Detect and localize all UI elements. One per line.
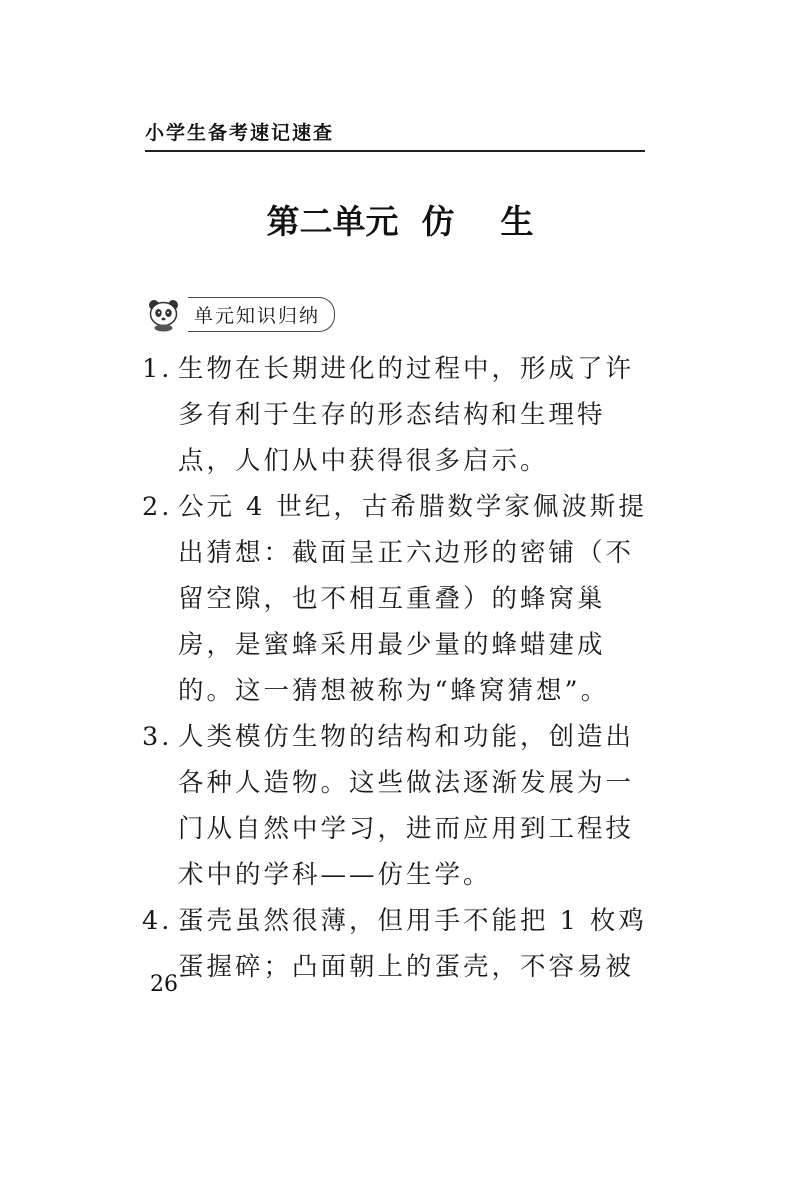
list-item-number: 2. (142, 492, 173, 522)
list-item-text: 人类模仿生物的结构和功能，创造出各种人造物。这些做法逐渐发展为一门从自然中学习，进而应用到工程技术中的学科——仿生学。 (178, 722, 635, 890)
running-head: 小学生备考速记速查 (145, 122, 335, 144)
panda-mascot-icon (146, 296, 184, 332)
header-rule (145, 150, 645, 152)
page-number: 26 (150, 972, 178, 997)
knowledge-list (142, 346, 650, 990)
list-item-text: 蛋壳虽然很薄，但用手不能把 1 枚鸡蛋握碎；凸面朝上的蛋壳，不容易被 (178, 906, 647, 982)
list-item-text: 公元 4 世纪，古希腊数学家佩波斯提出猜想：截面呈正六边形的密铺（不留空隙，也不相互重叠）的蜂窝巢房，是蜜蜂采用最少量的蜂蜡建成的。这一猜想被称为“蜂窝猜想”。 (178, 492, 647, 706)
chapter-title: 第二单元 仿 生 (266, 202, 534, 241)
list-item-text: 生物在长期进化的过程中，形成了许多有利于生存的形态结构和生理特点，人们从中获得很多启示。 (178, 354, 635, 476)
section-label: 单元知识归纳 (188, 297, 335, 332)
list-item (142, 346, 650, 484)
list-item-number: 1. (142, 354, 173, 384)
list-item-number: 4. (142, 906, 173, 936)
list-item (142, 898, 650, 990)
list-item (142, 484, 650, 714)
list-item-number: 3. (142, 722, 173, 752)
list-item (142, 714, 650, 898)
section-tag (146, 296, 335, 332)
